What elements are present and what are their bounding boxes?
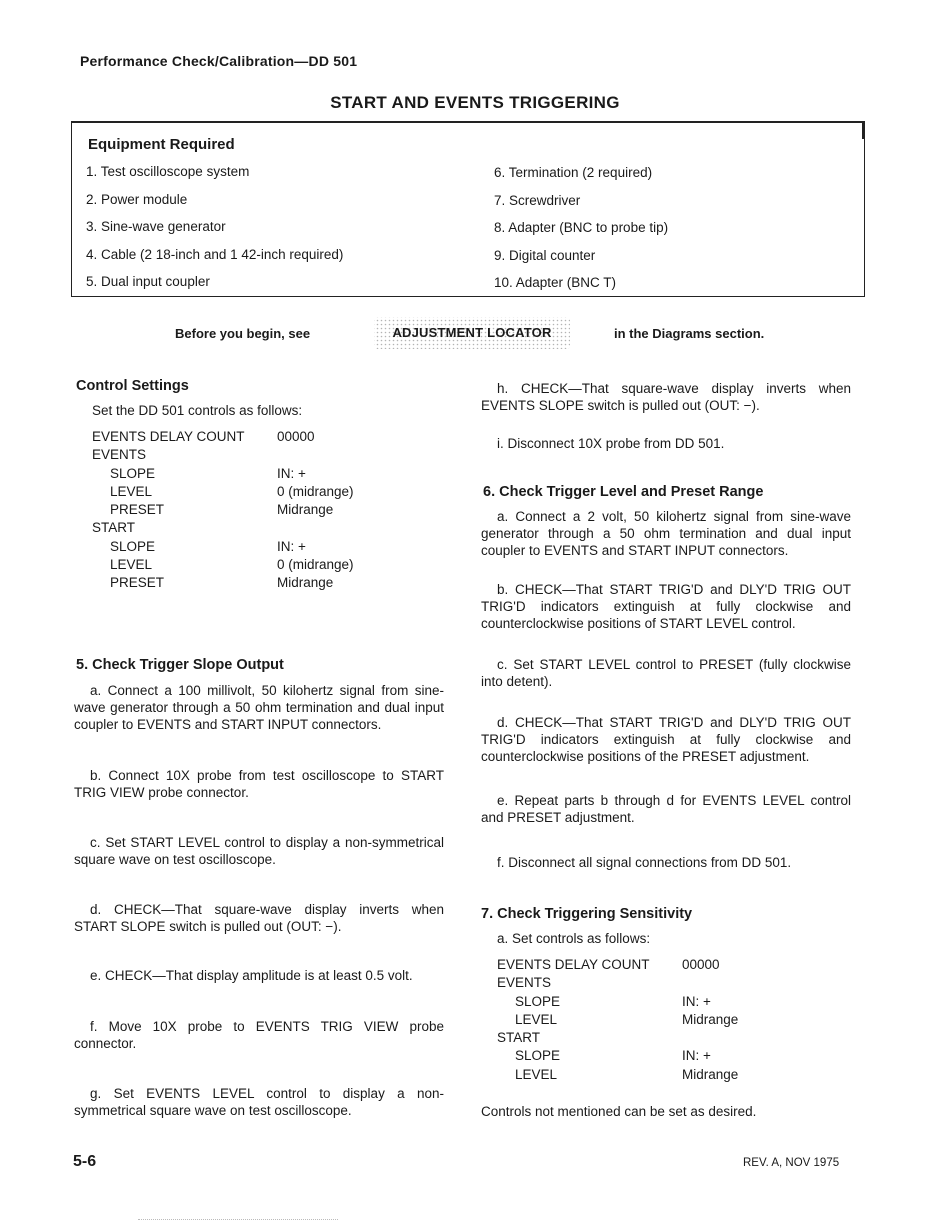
settings-row bbox=[497, 1066, 797, 1084]
step5-g: g. Set EVENTS LEVEL control to display a non-symmetrical square wave on test oscilloscope. bbox=[74, 1086, 444, 1118]
step5-c: c. Set START LEVEL control to display a non-symmetrical square wave on test oscilloscope. bbox=[74, 835, 444, 867]
settings-key: START bbox=[92, 520, 136, 536]
step6-heading: 6. Check Trigger Level and Preset Range bbox=[483, 484, 764, 500]
running-header: Performance Check/Calibration—DD 501 bbox=[80, 53, 358, 69]
step5-i: i. Disconnect 10X probe from DD 501. bbox=[497, 436, 725, 451]
equipment-item: 5. Dual input coupler bbox=[86, 274, 210, 289]
step6-f: f. Disconnect all signal connections from DD 501. bbox=[497, 855, 792, 870]
control-settings-heading: Control Settings bbox=[76, 378, 189, 394]
equipment-list-right bbox=[494, 159, 668, 297]
settings-value: 0 (midrange) bbox=[277, 557, 354, 573]
equipment-item: 7. Screwdriver bbox=[494, 192, 581, 208]
page-title: START AND EVENTS TRIGGERING bbox=[330, 93, 620, 112]
settings-value: Midrange bbox=[682, 1066, 739, 1082]
step7-intro: a. Set controls as follows: bbox=[497, 931, 651, 946]
step5-d: d. CHECK—That square-wave display inverts when START SLOPE switch is pulled out (OUT: −). bbox=[74, 902, 444, 934]
settings-key: SLOPE bbox=[515, 993, 561, 1009]
settings-key: START bbox=[497, 1030, 541, 1046]
box-corner-mark bbox=[862, 121, 865, 139]
settings-key: LEVEL bbox=[515, 1011, 558, 1027]
settings-key: LEVEL bbox=[110, 483, 153, 499]
step5-a: a. Connect a 100 millivolt, 50 kilohertz signal from sine-wave generator through a 50 ohm termination and dual input coupler to EVENTS and START INPUT connectors. bbox=[74, 683, 444, 732]
settings-key: EVENTS DELAY COUNT bbox=[497, 957, 650, 972]
diagrams-section-text: in the Diagrams section. bbox=[614, 326, 765, 341]
settings-row bbox=[497, 956, 797, 974]
settings-key: PRESET bbox=[110, 502, 165, 518]
settings-key: EVENTS bbox=[92, 447, 147, 463]
step5-f: f. Move 10X probe to EVENTS TRIG VIEW probe connector. bbox=[74, 1019, 444, 1051]
settings-key: LEVEL bbox=[515, 1066, 558, 1082]
equipment-list-left bbox=[86, 158, 343, 296]
equipment-box bbox=[71, 121, 865, 297]
step5-e: e. CHECK—That display amplitude is at least 0.5 volt. bbox=[90, 968, 413, 983]
settings-row bbox=[92, 556, 392, 574]
equipment-item: 4. Cable (2 18-inch and 1 42-inch required) bbox=[86, 246, 344, 262]
settings-row bbox=[497, 1011, 797, 1029]
settings-row bbox=[497, 1029, 797, 1047]
step6-c: c. Set START LEVEL control to PRESET (fully clockwise into detent). bbox=[481, 657, 851, 689]
equipment-item: 3. Sine-wave generator bbox=[86, 219, 226, 234]
settings-key: PRESET bbox=[110, 575, 165, 591]
settings-value: 0 (midrange) bbox=[277, 483, 354, 499]
settings-key: EVENTS bbox=[497, 975, 552, 991]
step6-e: e. Repeat parts b through d for EVENTS LEVEL control and PRESET adjustment. bbox=[481, 793, 851, 825]
settings-value: IN: + bbox=[682, 1048, 711, 1064]
equipment-item: 6. Termination (2 required) bbox=[494, 165, 653, 180]
settings-row bbox=[92, 519, 392, 537]
equipment-heading: Equipment Required bbox=[88, 136, 235, 153]
settings-row bbox=[92, 428, 392, 446]
control-settings-table bbox=[92, 428, 392, 593]
settings-row bbox=[92, 483, 392, 501]
equipment-item: 9. Digital counter bbox=[494, 247, 596, 263]
equipment-item: 1. Test oscilloscope system bbox=[86, 164, 250, 179]
settings-key: SLOPE bbox=[515, 1048, 561, 1064]
equipment-item: 10. Adapter (BNC T) bbox=[494, 275, 617, 290]
settings-value: Midrange bbox=[682, 1011, 739, 1027]
settings-key: SLOPE bbox=[110, 538, 156, 554]
settings-value: Midrange bbox=[277, 575, 334, 591]
step7-heading: 7. Check Triggering Sensitivity bbox=[481, 906, 693, 922]
adjustment-locator-label: ADJUSTMENT LOCATOR bbox=[392, 325, 552, 340]
settings-key: SLOPE bbox=[110, 465, 156, 481]
control-settings-intro: Set the DD 501 controls as follows: bbox=[92, 403, 303, 418]
settings-row bbox=[497, 993, 797, 1011]
adjustment-locator-stamp bbox=[372, 315, 572, 351]
settings-value: IN: + bbox=[277, 538, 306, 554]
page-number: 5-6 bbox=[73, 1153, 97, 1170]
step6-b: b. CHECK—That START TRIG'D and DLY'D TRIG OUT TRIG'D indicators extinguish at fully clockwise and counterclockwise positions of START LEVEL control. bbox=[481, 582, 851, 631]
settings-row bbox=[92, 446, 392, 464]
step5-h: h. CHECK—That square-wave display inverts when EVENTS SLOPE switch is pulled out (OUT: −). bbox=[481, 381, 851, 413]
equipment-item: 8. Adapter (BNC to probe tip) bbox=[494, 220, 669, 235]
settings-row bbox=[92, 538, 392, 556]
settings-value: IN: + bbox=[277, 465, 306, 481]
settings-row bbox=[92, 465, 392, 483]
settings-row bbox=[92, 574, 392, 592]
settings-row bbox=[497, 974, 797, 992]
settings-value: 00000 bbox=[277, 429, 315, 444]
settings-row bbox=[92, 501, 392, 519]
step7-settings-table bbox=[497, 956, 797, 1084]
before-you-begin-text: Before you begin, see bbox=[175, 326, 311, 341]
settings-key: EVENTS DELAY COUNT bbox=[92, 429, 245, 444]
step7-note: Controls not mentioned can be set as desired. bbox=[481, 1104, 757, 1119]
revision-note: REV. A, NOV 1975 bbox=[743, 1157, 840, 1169]
step6-d: d. CHECK—That START TRIG'D and DLY'D TRIG OUT TRIG'D indicators extinguish at fully clockwise and counterclockwise positions of the PRESET adjustment. bbox=[481, 715, 851, 764]
step6-a: a. Connect a 2 volt, 50 kilohertz signal from sine-wave generator through a 50 ohm termination and dual input coupler to EVENTS and START INPUT connectors. bbox=[481, 509, 851, 558]
settings-value: IN: + bbox=[682, 993, 711, 1009]
scan-artifact bbox=[138, 1219, 338, 1221]
step5-heading: 5. Check Trigger Slope Output bbox=[76, 657, 284, 673]
settings-value: 00000 bbox=[682, 957, 720, 972]
step5-b: b. Connect 10X probe from test oscilloscope to START TRIG VIEW probe connector. bbox=[74, 768, 444, 800]
equipment-item: 2. Power module bbox=[86, 191, 188, 207]
settings-key: LEVEL bbox=[110, 557, 153, 573]
settings-row bbox=[497, 1047, 797, 1065]
settings-value: Midrange bbox=[277, 502, 334, 518]
